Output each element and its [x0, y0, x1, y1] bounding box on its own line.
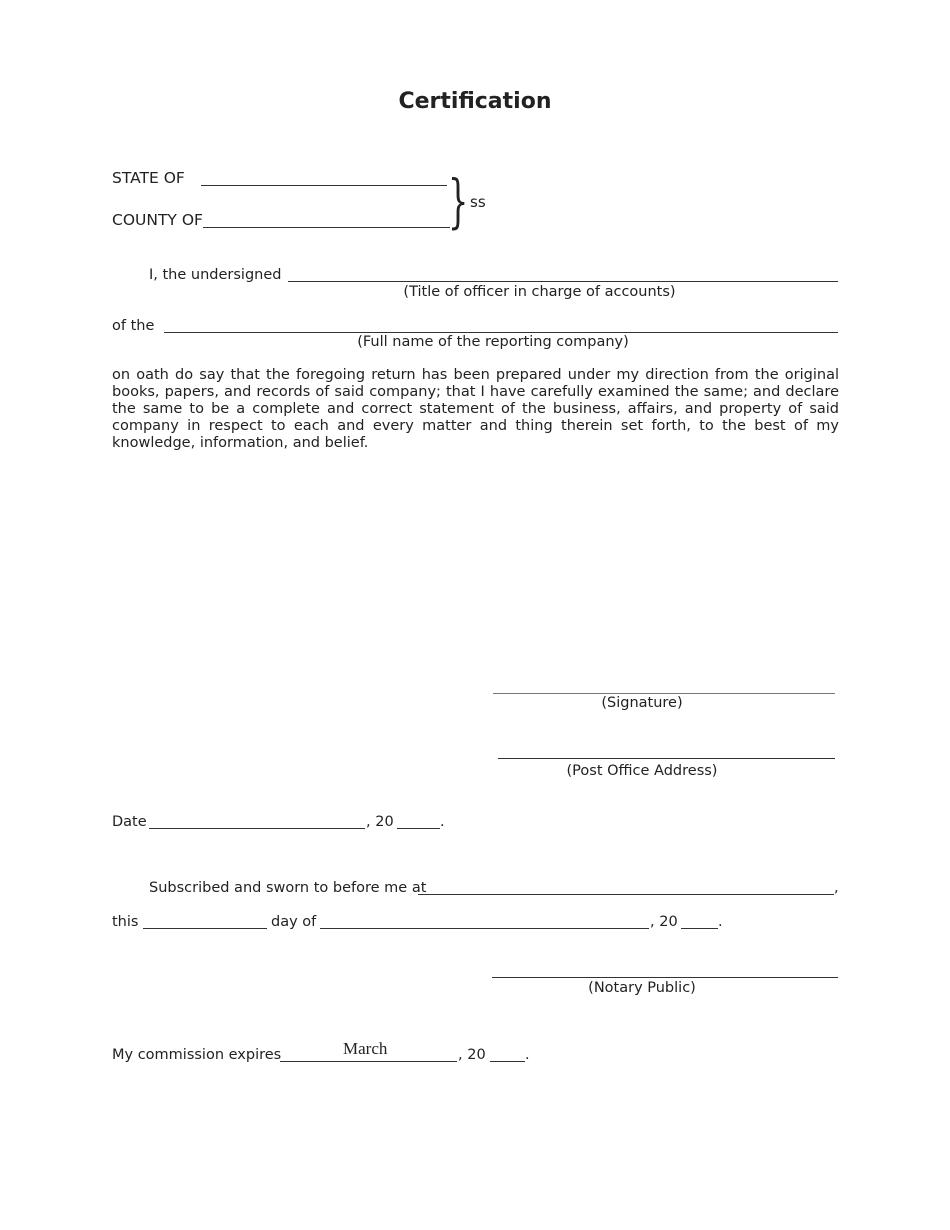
state-field[interactable] [201, 185, 447, 186]
date-year-field[interactable] [397, 828, 440, 829]
post-office-address-field[interactable] [498, 758, 835, 759]
notary-signature-field[interactable] [492, 977, 838, 978]
company-name-field[interactable] [164, 332, 838, 333]
commission-handwritten-month: March [343, 1039, 388, 1058]
signature-caption: (Signature) [601, 695, 683, 711]
month-field[interactable] [320, 928, 649, 929]
oath-paragraph: on oath do say that the foregoing return has been prepared under my direction from the original books, papers, and records of said company; that I have carefully examined the same; and declare the same to be a complete and correct statement of the business, affairs, and property of said company in respect to each and every matter and thing therein set forth, to the best of my knowledge, information, and belief. [112, 367, 839, 451]
date-label: Date [112, 814, 147, 830]
day-year-prefix: , 20 [650, 914, 678, 930]
notary-caption: (Notary Public) [588, 980, 696, 996]
day-end: . [718, 914, 723, 930]
document-title: Certification [398, 89, 552, 114]
state-label: STATE OF [112, 169, 185, 187]
county-field[interactable] [203, 227, 450, 228]
county-label: COUNTY OF [112, 211, 203, 229]
officer-lead: I, the undersigned [149, 267, 282, 283]
company-lead: of the [112, 318, 155, 334]
sworn-lead: Subscribed and sworn to before me at [149, 880, 427, 896]
commission-end: . [525, 1047, 530, 1063]
date-field[interactable] [149, 828, 365, 829]
date-end: . [440, 814, 445, 830]
this-label: this [112, 914, 139, 930]
commission-date-field[interactable] [280, 1061, 457, 1062]
company-caption: (Full name of the reporting company) [357, 334, 629, 350]
officer-caption: (Title of officer in charge of accounts) [403, 284, 676, 300]
address-caption: (Post Office Address) [566, 763, 718, 779]
date-year-prefix: , 20 [366, 814, 394, 830]
ss-label: ss [470, 193, 486, 211]
sworn-location-field[interactable] [418, 894, 834, 895]
day-field[interactable] [143, 928, 267, 929]
signature-field[interactable] [493, 693, 835, 694]
day-year-field[interactable] [681, 928, 718, 929]
brace-glyph: } [448, 167, 469, 235]
officer-title-field[interactable] [288, 281, 838, 282]
day-of-label: day of [271, 914, 317, 930]
commission-year-field[interactable] [490, 1061, 525, 1062]
commission-label: My commission expires [112, 1047, 282, 1063]
commission-year-prefix: , 20 [458, 1047, 486, 1063]
sworn-end: , [834, 880, 839, 896]
